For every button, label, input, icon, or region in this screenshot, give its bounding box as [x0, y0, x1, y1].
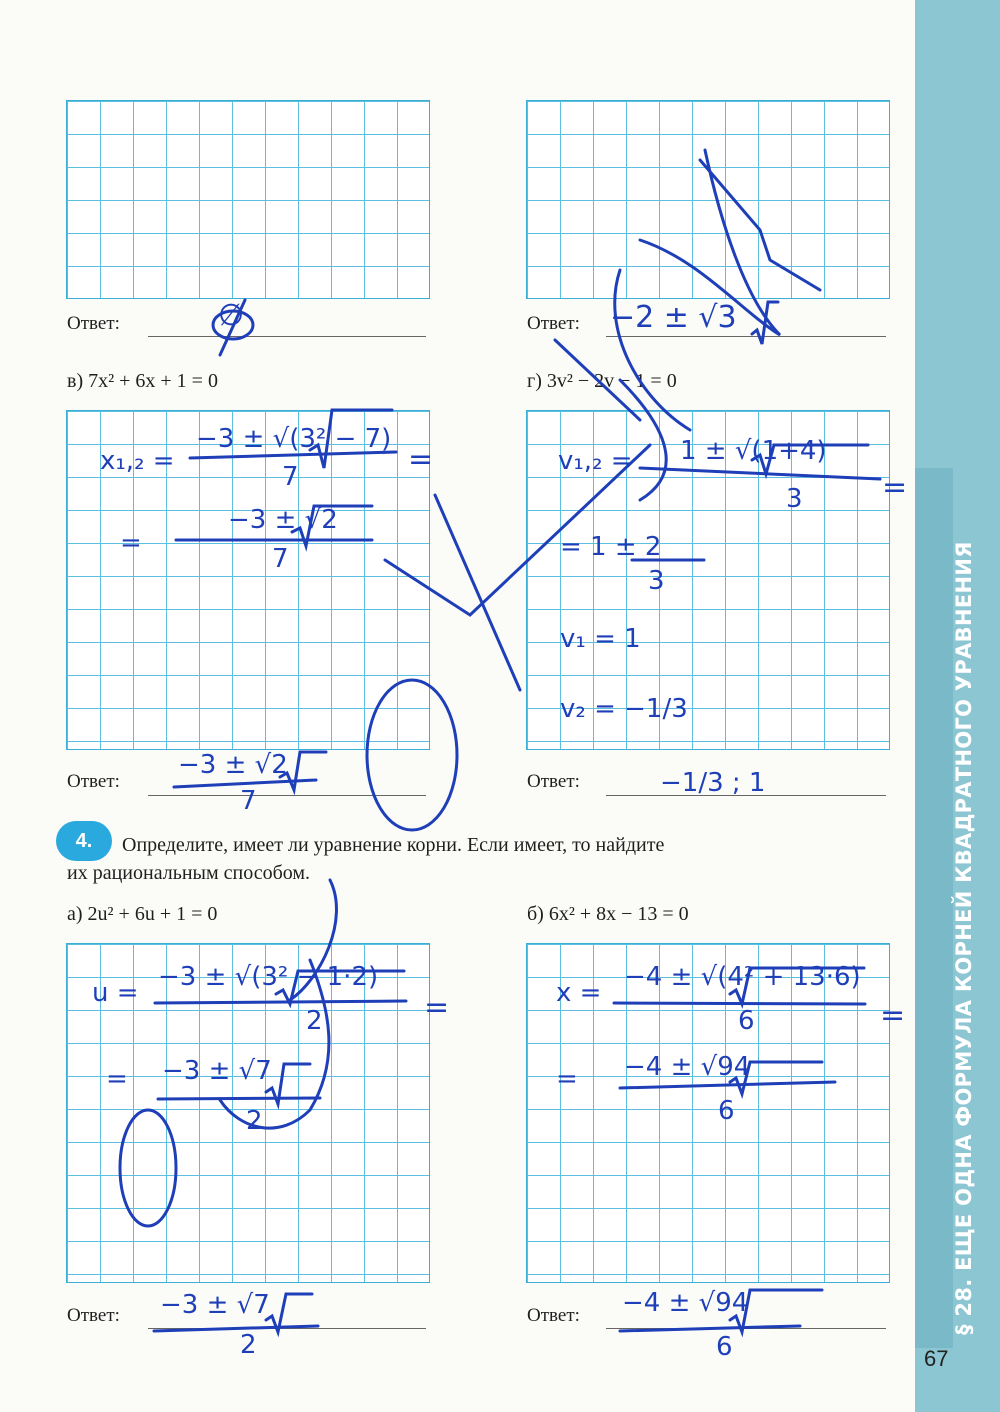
a-answer-num: −3 ± √7 — [160, 1290, 270, 1320]
a-work-eq2: = — [106, 1064, 128, 1094]
b-work-den1: 6 — [738, 1006, 755, 1036]
a-work-den2: 2 — [246, 1106, 263, 1136]
b-work-num1: −4 ± √(4² + 13·6) — [624, 962, 861, 992]
answer-top-right: −2 ± √3 — [610, 300, 737, 335]
v-work-num1: −3 ± √(3² − 7) — [196, 424, 392, 454]
v-work-eq1: = — [408, 442, 434, 477]
g-work-lhs: v₁,₂ = — [558, 446, 633, 476]
problem-g-label: г) 3v² − 2v − 1 = 0 — [527, 370, 677, 392]
answer-label: Ответ: — [67, 771, 120, 792]
b-answer-den: 6 — [716, 1332, 733, 1362]
b-work-num2: −4 ± √94 — [624, 1052, 751, 1082]
v-work-lhs: x₁,₂ = — [100, 446, 175, 476]
b-answer-num: −4 ± √94 — [622, 1288, 749, 1318]
answer-label: Ответ: — [527, 771, 580, 792]
b-work-eq2: = — [556, 1064, 578, 1094]
task-number-badge: 4. — [56, 821, 112, 861]
task-text: Определите, имеет ли уравнение корни. Если имеет, то найдите — [122, 834, 665, 856]
page-number: 67 — [924, 1346, 949, 1371]
g-work-eq1: = — [882, 470, 908, 505]
a-answer-den: 2 — [240, 1330, 257, 1360]
answer-label: Ответ: — [67, 313, 120, 334]
g-work-num1: 1 ± √(1+4) — [680, 436, 827, 466]
a-work-eq1: = — [424, 990, 450, 1025]
task-text-continuation: их рациональным способом. — [67, 862, 311, 884]
g-work-line2: = 1 ± 2 — [560, 532, 662, 562]
v-work-den1: 7 — [282, 462, 299, 492]
v-work-eq2: = — [120, 528, 142, 558]
g-work-line3: v₁ = 1 — [560, 624, 641, 654]
answer-label: Ответ: — [527, 1305, 580, 1326]
a-work-lhs: u = — [92, 978, 139, 1008]
a-work-num1: −3 ± √(3² − 1·2) — [158, 962, 379, 992]
b-work-lhs: x = — [556, 978, 602, 1008]
g-work-line4: v₂ = −1/3 — [560, 694, 688, 724]
g-work-den1: 3 — [786, 484, 803, 514]
b-work-den2: 6 — [718, 1096, 735, 1126]
b-work-eq1: = — [880, 998, 906, 1033]
v-answer-num: −3 ± √2 — [178, 750, 288, 780]
v-work-den2: 7 — [272, 544, 289, 574]
v-answer-den: 7 — [240, 786, 257, 816]
answer-label: Ответ: — [527, 313, 580, 334]
a-work-den1: 2 — [306, 1006, 323, 1036]
answer-top-left: ∅ — [218, 298, 245, 333]
answer-label: Ответ: — [67, 1305, 120, 1326]
problem-v-label: в) 7x² + 6x + 1 = 0 — [67, 370, 218, 392]
a-work-num2: −3 ± √7 — [162, 1056, 272, 1086]
g-answer: −1/3 ; 1 — [660, 768, 766, 798]
g-work-line2-den: 3 — [648, 566, 665, 596]
v-work-num2: −3 ± √2 — [228, 505, 338, 535]
problem-b-label: б) 6x² + 8x − 13 = 0 — [527, 903, 689, 925]
chapter-title: § 28. ЕЩЕ ОДНА ФОРМУЛА КОРНЕЙ КВАДРАТНОГО УРАВНЕНИЯ — [952, 541, 976, 1335]
problem-a-label: а) 2u² + 6u + 1 = 0 — [67, 903, 218, 925]
